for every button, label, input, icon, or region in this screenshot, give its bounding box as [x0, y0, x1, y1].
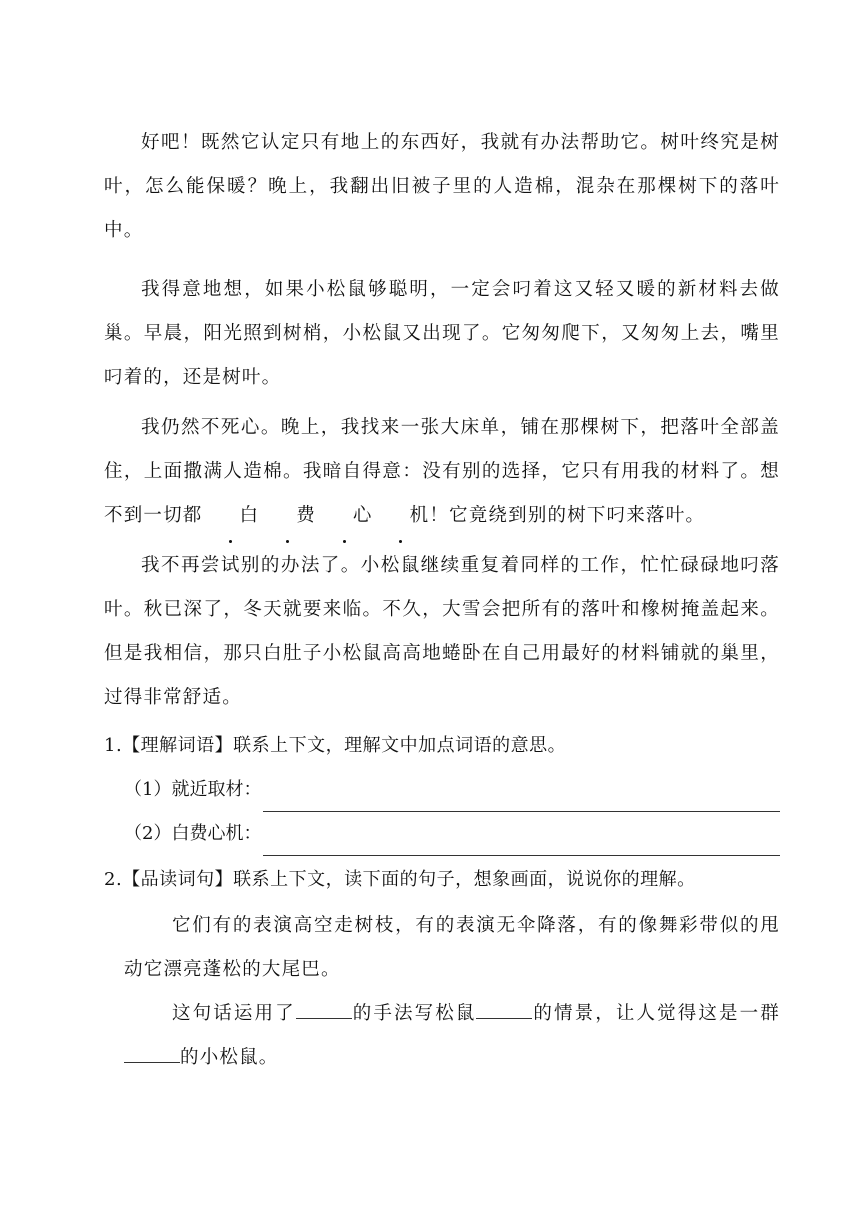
paragraph-3-text-b: ！它竟绕到别的树下叼来落叶。	[429, 505, 706, 526]
question-1-item-1	[124, 768, 780, 812]
dotted-char: 白	[203, 494, 260, 538]
dotted-char: 机	[373, 494, 430, 538]
answer-line-2[interactable]	[263, 825, 780, 856]
fill-text-2: 的手法写松鼠	[351, 1003, 477, 1024]
question-2-fill-in	[124, 992, 780, 1080]
fill-text-3: 的情景，让人觉得这是一群	[532, 1003, 780, 1024]
fill-blank-2[interactable]	[476, 1000, 532, 1019]
fill-blank-3[interactable]	[124, 1044, 180, 1063]
dotted-char: 费	[259, 494, 316, 538]
passage-paragraph-2: 我得意地想，如果小松鼠够聪明，一定会叼着这又轻又暖的新材料去做巢。早晨，阳光照到树梢，小松鼠又出现了。它匆匆爬下，又匆匆上去，嘴里叼着的，还是树叶。	[104, 279, 780, 388]
question-1-title: 1.【理解词语】联系上下文，理解文中加点词语的意思。	[104, 735, 567, 756]
paragraph-3-text-a: 我仍然不死心。晚上，我找来一张大床单，铺在那棵树下，把落叶全部盖住，上面撒满人造棉。我暗自得意：没有别的选择，它只有用我的材料了。想不到一切都	[104, 417, 780, 526]
answer-line-1[interactable]	[263, 781, 780, 812]
dotted-char: 心	[316, 494, 373, 538]
passage-paragraph-3	[104, 406, 780, 538]
passage-paragraph-4: 我不再尝试别的办法了。小松鼠继续重复着同样的工作，忙忙碌碌地叼落叶。秋已深了，冬天就要来临。不久，大雪会把所有的落叶和橡树掩盖起来。但是我相信，那只白肚子小松鼠高高地蜷卧在自己用最好的材料铺就的巢里，过得非常舒适。	[104, 555, 780, 708]
question-1-item-2	[124, 812, 780, 856]
passage-paragraph-1: 好吧！既然它认定只有地上的东西好，我就有办法帮助它。树叶终究是树叶，怎么能保暖？晚上，我翻出旧被子里的人造棉，混杂在那棵树下的落叶中。	[104, 132, 780, 241]
question-1-item-2-label: （2）白费心机：	[124, 823, 262, 844]
fill-text-4: 的小松鼠。	[180, 1047, 279, 1068]
fill-text-1: 这句话运用了	[172, 1003, 296, 1024]
question-2-quote: 它们有的表演高空走树枝，有的表演无伞降落，有的像舞彩带似的甩动它漂亮蓬松的大尾巴。	[124, 915, 780, 980]
question-1-item-1-label: （1）就近取材：	[124, 779, 262, 800]
fill-blank-1[interactable]	[296, 1000, 352, 1019]
question-2-title: 2.【品读词句】联系上下文，读下面的句子，想象画面，说说你的理解。	[104, 869, 696, 890]
